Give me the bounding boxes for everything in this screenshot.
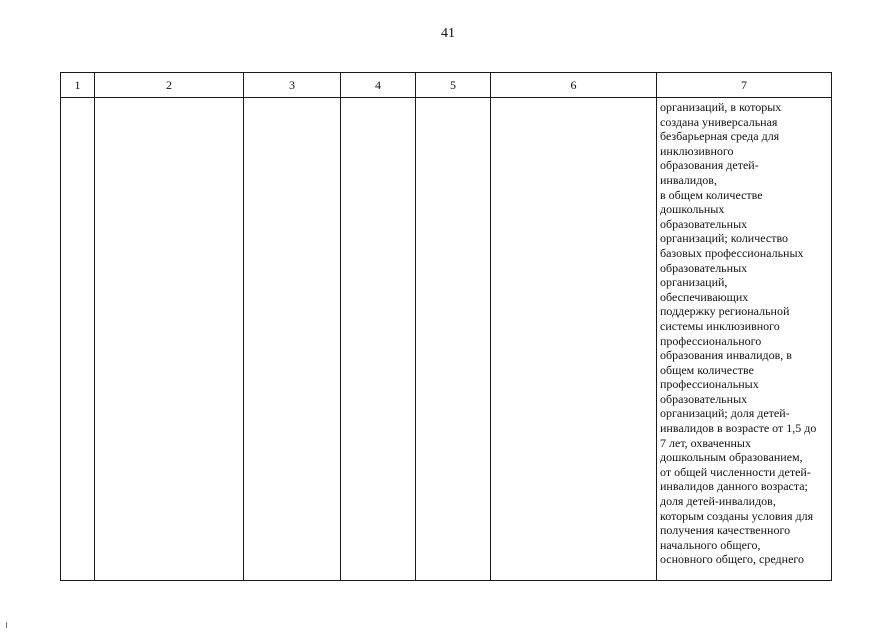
column-header-1: 1 [61,73,95,98]
column-header-2: 2 [95,73,244,98]
column-header-5: 5 [416,73,491,98]
page-number: 41 [441,26,455,41]
table-cell-col7 [657,98,832,581]
column-header-4: 4 [341,73,416,98]
table-cell-col4 [341,98,416,581]
column-header-3: 3 [244,73,341,98]
indicator-text: организаций, в которых создана универсальная безбарьерная среда для инклюзивного образования детей- инвалидов, в общем количестве дошкольных образовательных организаций; количество базовых профессиональных образовательных организаций, обеспечивающих поддержку региональной системы инклюзивного профессионального образования инвалидов, в общем количестве профессиональных образовательных организаций; доля детей- инвалидов в возрасте от 1,5 до 7 лет, охваченных дошкольным образованием, от общей численности детей- инвалидов данного возраста; доля детей-инвалидов, которым созданы условия для получения качественного начального общего, основного общего, среднего [660,100,817,567]
table-row [61,98,832,581]
column-header-6: 6 [491,73,657,98]
scan-artifact [6,622,7,628]
column-header-7: 7 [657,73,832,98]
table-header-row [61,73,832,98]
table-cell-col2 [95,98,244,581]
table-cell-col1 [61,98,95,581]
table-cell-col6 [491,98,657,581]
table-cell-col3 [244,98,341,581]
table-cell-col5 [416,98,491,581]
document-table [60,72,832,581]
